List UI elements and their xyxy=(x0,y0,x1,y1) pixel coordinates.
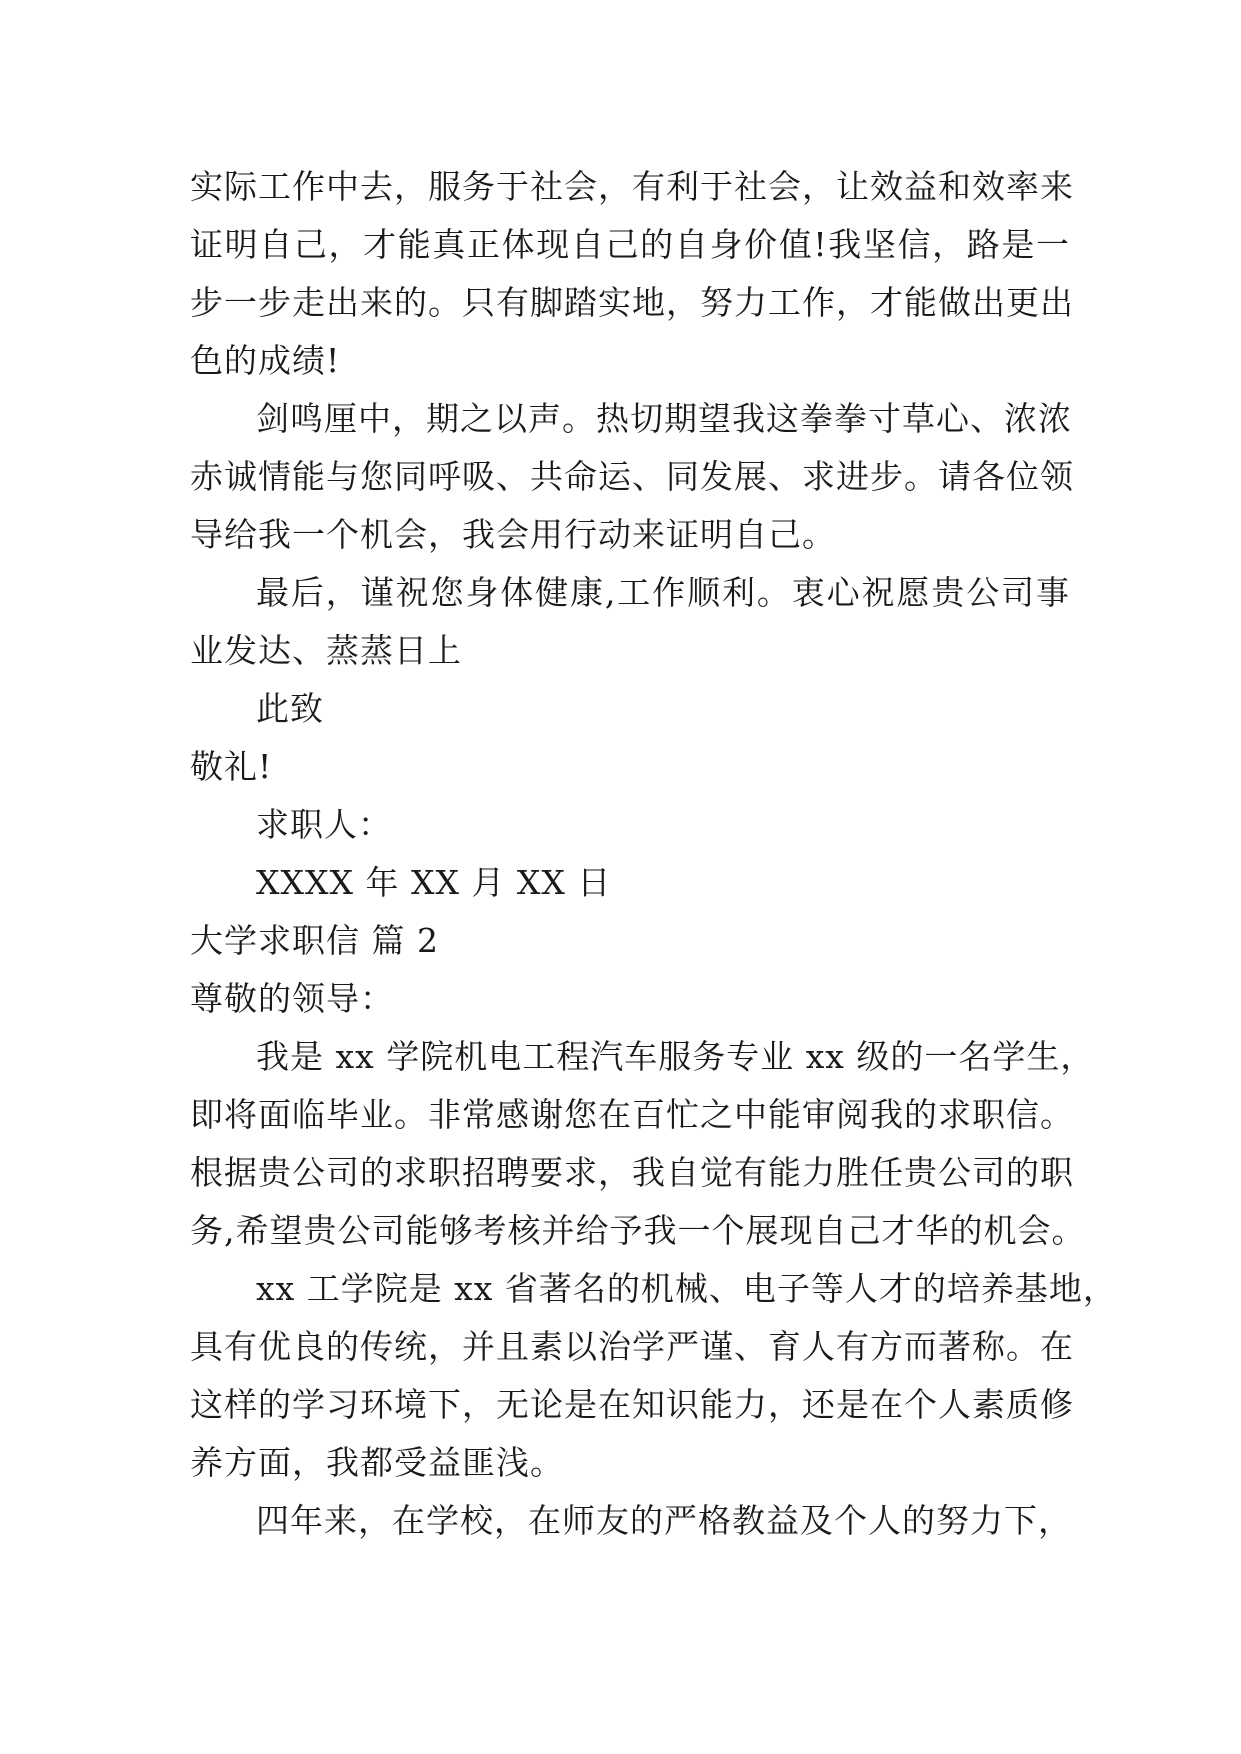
paragraph-start: 剑鸣厘中，期之以声。热切期望我这拳拳寸草心、浓浓 xyxy=(256,399,1072,438)
closing-phrase: 此致 xyxy=(256,689,324,728)
text-line: 赤诚情能与您同呼吸、共命运、同发展、求进步。请各位领 xyxy=(190,457,1074,496)
text-line: 养方面，我都受益匪浅。 xyxy=(190,1443,564,1482)
text-line: 导给我一个机会，我会用行动来证明自己。 xyxy=(190,515,836,554)
date-line: XXXX 年 XX 月 XX 日 xyxy=(256,863,612,902)
text-line: 根据贵公司的求职招聘要求，我自觉有能力胜任贵公司的职 xyxy=(190,1153,1074,1192)
text-line: 这样的学习环境下，无论是在知识能力，还是在个人素质修 xyxy=(190,1385,1074,1424)
text-line: 业发达、蒸蒸日上 xyxy=(190,631,462,670)
greeting: 尊敬的领导： xyxy=(190,979,394,1018)
text-line: 证明自己，才能真正体现自己的自身价值!我坚信，路是一 xyxy=(190,225,1070,264)
letter-body xyxy=(190,158,1117,1550)
text-line: 色的成绩! xyxy=(190,341,341,380)
text-line: 实际工作中去，服务于社会，有利于社会，让效益和效率来 xyxy=(190,167,1074,206)
paragraph-start: xx 工学院是 xx 省著名的机械、电子等人才的培养基地， xyxy=(256,1269,1117,1308)
signature-label: 求职人： xyxy=(256,805,392,844)
paragraph-start: 我是 xx 学院机电工程汽车服务专业 xx 级的一名学生， xyxy=(256,1037,1095,1076)
text-line: 务,希望贵公司能够考核并给予我一个展现自己才华的机会。 xyxy=(190,1211,1086,1250)
text-line: 具有优良的传统，并且素以治学严谨、育人有方而著称。在 xyxy=(190,1327,1074,1366)
text-line: 即将面临毕业。非常感谢您在百忙之中能审阅我的求职信。 xyxy=(190,1095,1074,1134)
paragraph-start: 最后，谨祝您身体健康,工作顺利。衷心祝愿贵公司事 xyxy=(256,573,1070,612)
text-line: 步一步走出来的。只有脚踏实地，努力工作，才能做出更出 xyxy=(190,283,1074,322)
salutation-closing: 敬礼! xyxy=(190,747,273,786)
section-heading: 大学求职信 篇 2 xyxy=(190,921,439,960)
paragraph-start: 四年来，在学校，在师友的严格教益及个人的努力下， xyxy=(256,1501,1072,1540)
